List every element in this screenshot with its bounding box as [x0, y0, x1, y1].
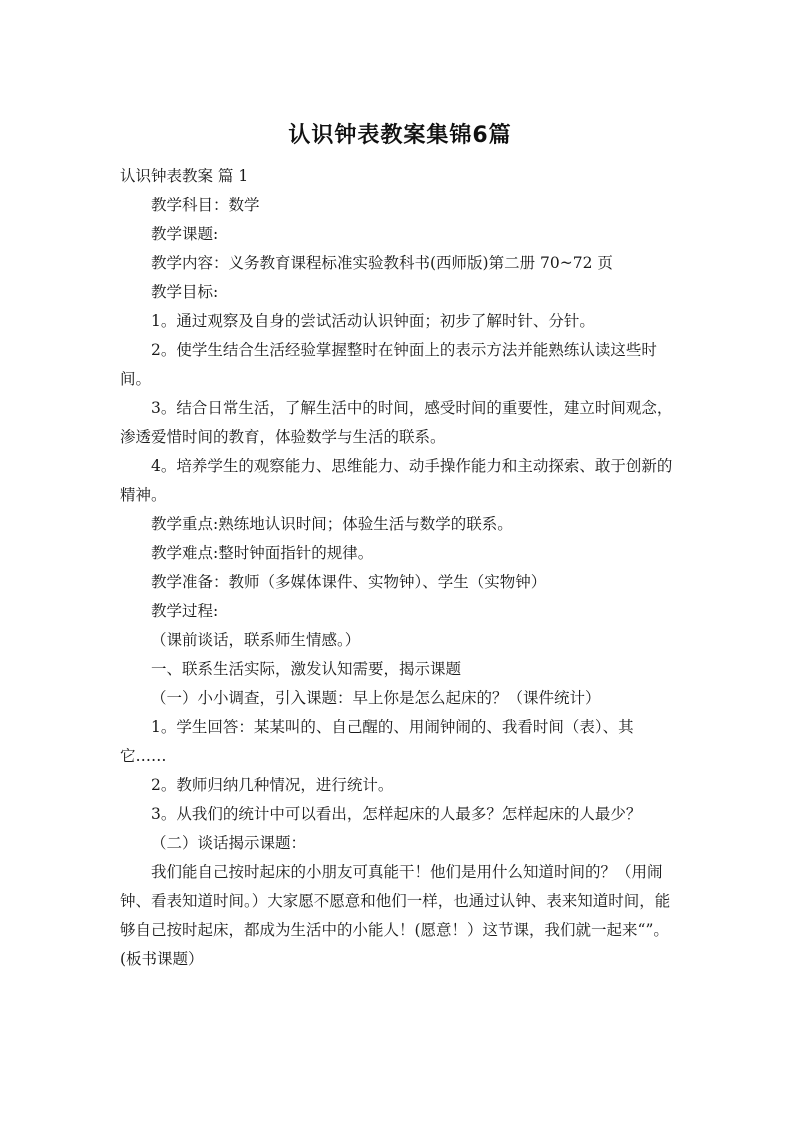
paragraph: 我们能自己按时起床的小朋友可真能干！他们是用什么知道时间的？（用闹钟、看表知道时间。）大家愿不愿意和他们一样，也通过认钟、表来知道时间，能够自己按时起床，都成为生活中的小能人！(愿意！）这节课，我们就一起来“”。(板书课题）: [120, 863, 671, 968]
paragraph: 教学科目：数学: [151, 196, 260, 214]
paragraph: 教学难点:整时钟面指针的规律。: [151, 544, 374, 562]
paragraph: （一）小小调查，引入课题：早上你是怎么起床的？（课件统计）: [151, 689, 601, 707]
paragraph: 一、联系生活实际，激发认知需要，揭示课题: [151, 660, 462, 678]
paragraph: 教学内容：义务教育课程标准实验教科书(西师版)第二册 70~72 页: [151, 254, 613, 272]
paragraph: 教学目标:: [151, 283, 219, 301]
paragraph: 1。学生回答：某某叫的、自己醒的、用闹钟闹的、我看时间（表）、其它……: [120, 718, 634, 765]
paragraph: （二）谈话揭示课题：: [151, 834, 307, 852]
document-title: 认识钟表教案集锦6篇: [288, 123, 512, 148]
paragraph: 教学准备：教师（多媒体课件、实物钟）、学生（实物钟）: [151, 573, 547, 591]
section-heading: 认识钟表教案 篇 1: [120, 167, 249, 185]
paragraph: 3。从我们的统计中可以看出，怎样起床的人最多？怎样起床的人最少？: [151, 805, 642, 823]
document-body: [120, 162, 680, 974]
paragraph: 2。教师归纳几种情况，进行统计。: [151, 776, 394, 794]
paragraph: 3。结合日常生活，了解生活中的时间，感受时间的重要性，建立时间观念，渗透爱惜时间的教育，体验数学与生活的联系。: [120, 399, 673, 446]
paragraph: 1。通过观察及自身的尝试活动认识钟面；初步了解时针、分针。: [151, 312, 595, 330]
paragraph: 4。培养学生的观察能力、思维能力、动手操作能力和主动探索、敢于创新的精神。: [120, 457, 673, 504]
paragraph: 教学重点:熟练地认识时间；体验生活与数学的联系。: [151, 515, 513, 533]
paragraph: 教学过程:: [151, 602, 219, 620]
paragraph: 2。使学生结合生活经验掌握整时在钟面上的表示方法并能熟练认读这些时间。: [120, 341, 657, 388]
paragraph: （课前谈话，联系师生情感。）: [151, 631, 361, 649]
paragraph: 教学课题:: [151, 225, 219, 243]
